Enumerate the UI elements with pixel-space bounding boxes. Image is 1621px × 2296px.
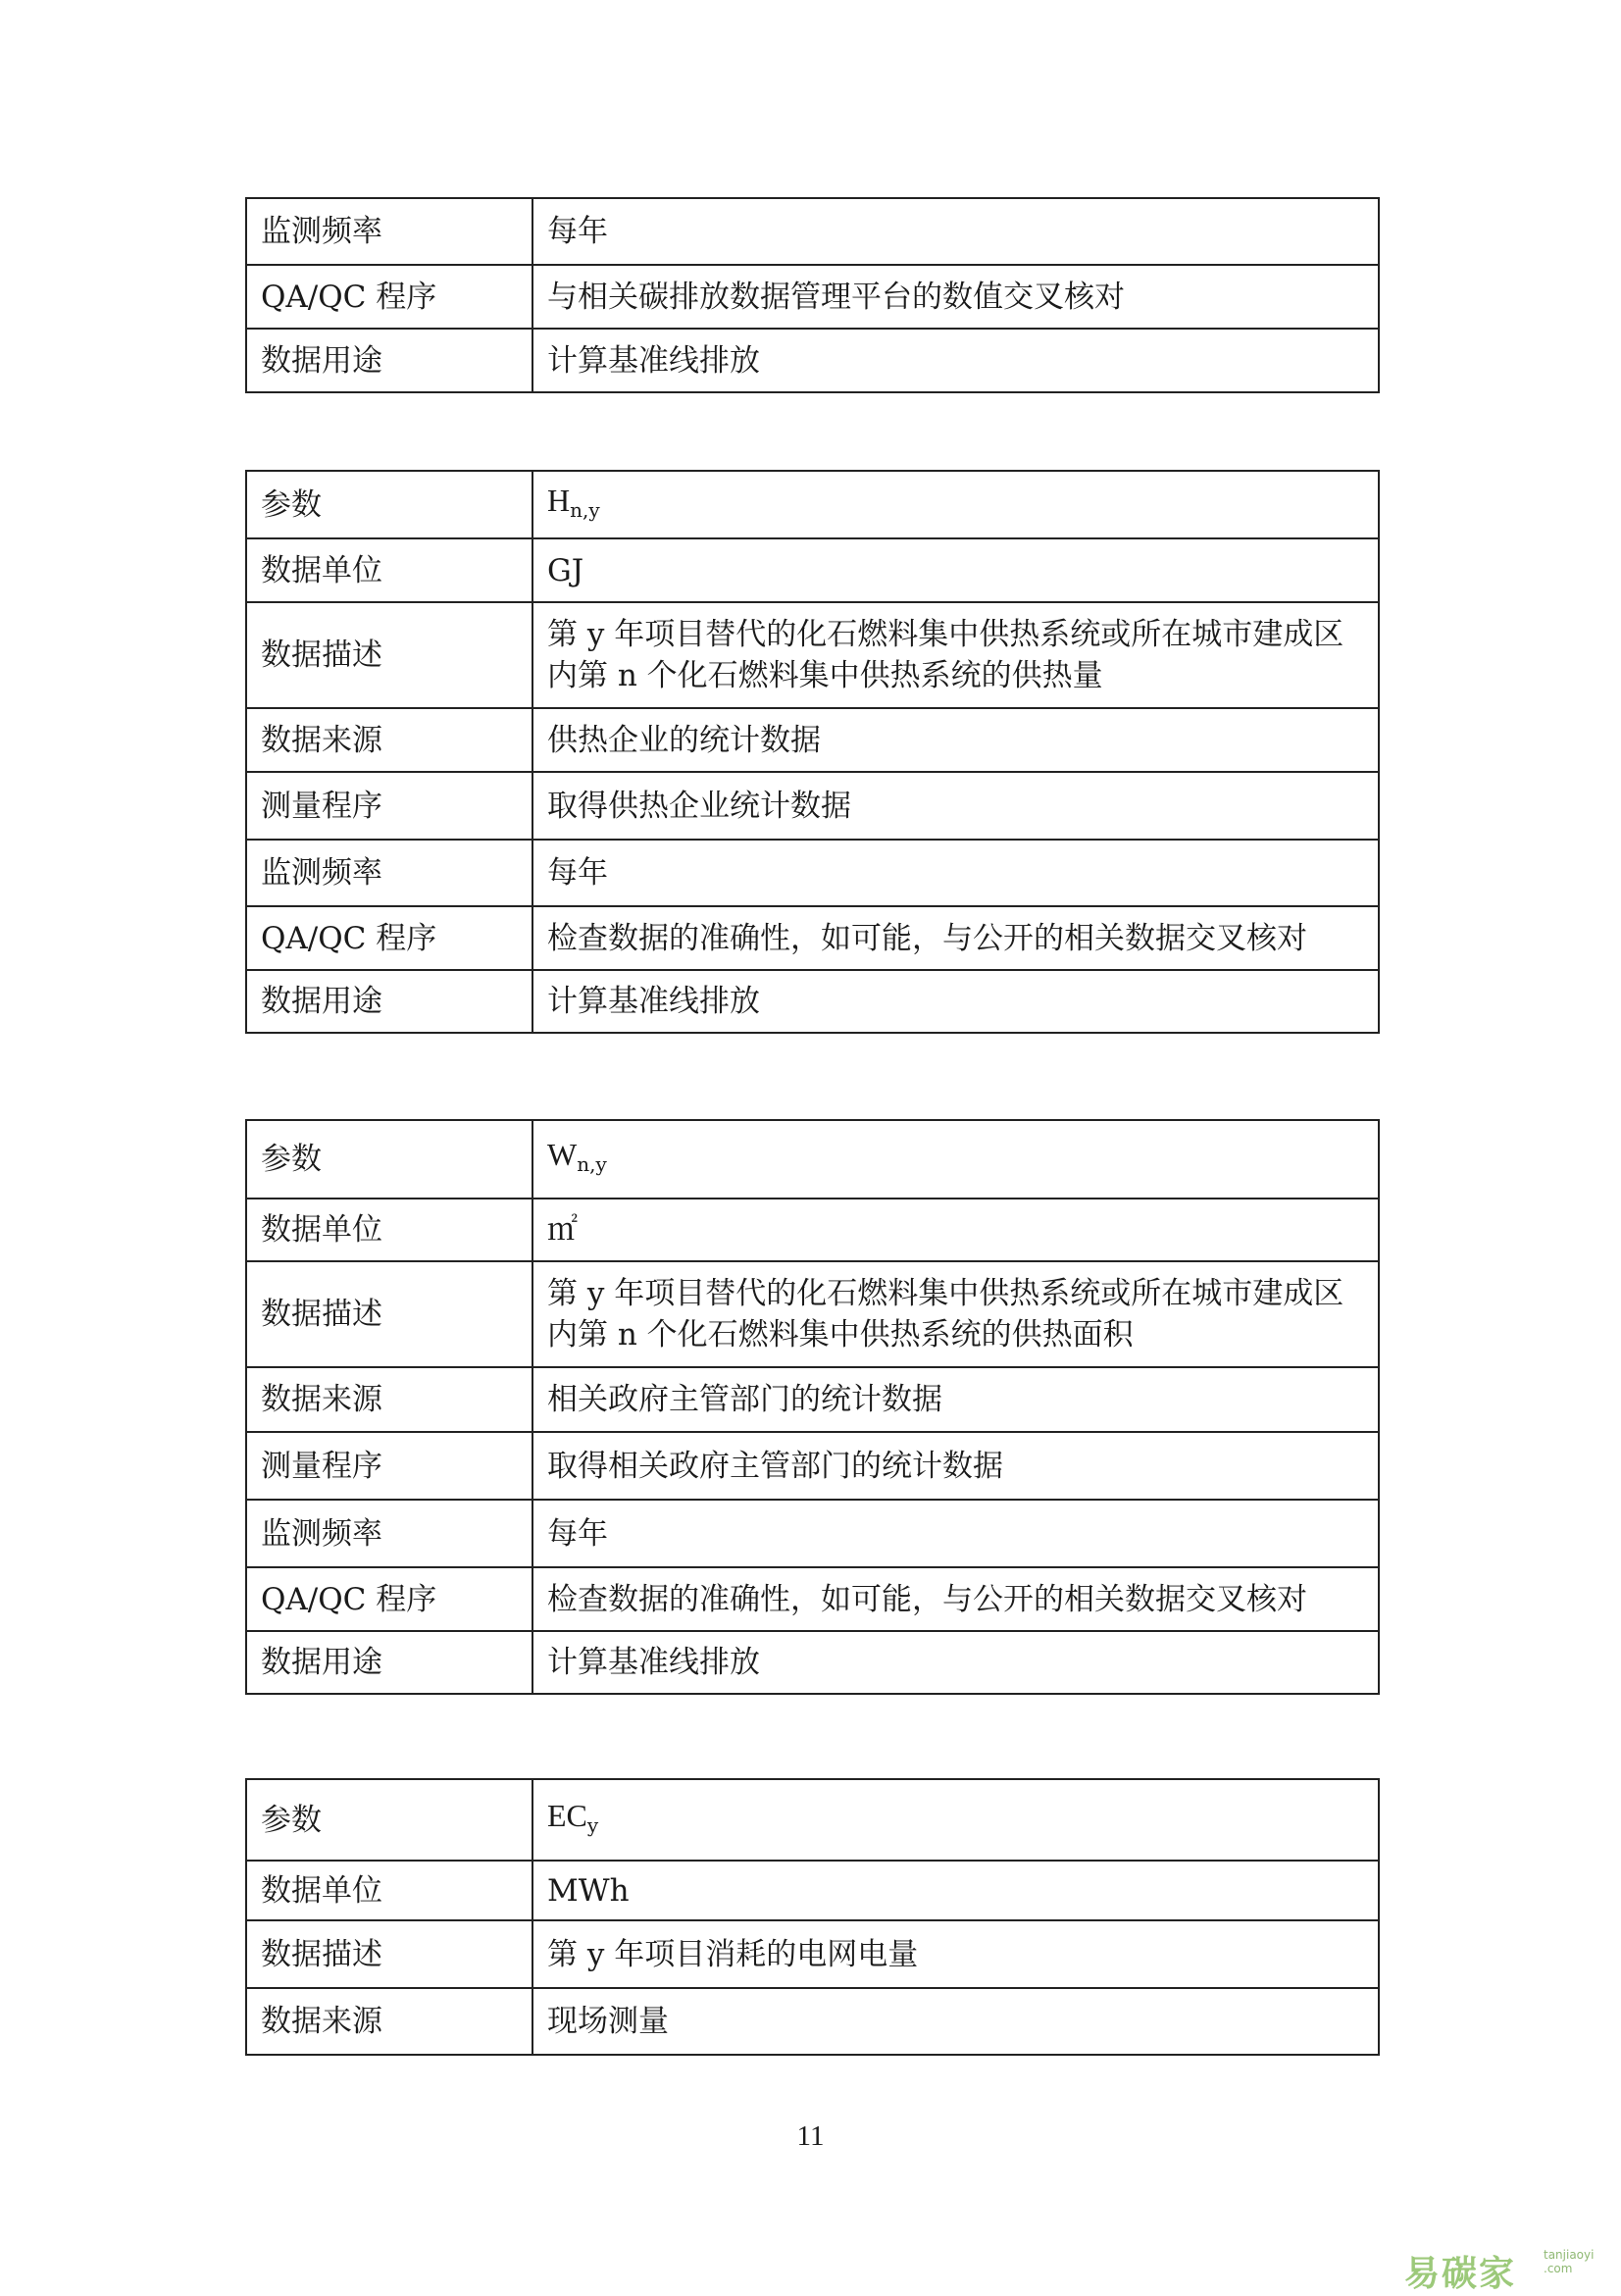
table-parameter-ec [245,1778,1380,2056]
table-row [246,198,1379,265]
param-label: 参数 [246,1779,532,1861]
param-symbol-main: H [547,482,571,518]
row-label: 监测频率 [246,198,532,265]
row-label: 数据单位 [246,1199,532,1261]
row-label: QA/QC 程序 [246,906,532,970]
row-label: 数据描述 [246,1261,532,1367]
table-row [246,1631,1379,1694]
param-symbol-subscript: n,y [577,1152,607,1176]
row-label: 测量程序 [246,772,532,840]
row-value: 与相关碳排放数据管理平台的数值交叉核对 [532,265,1379,329]
row-label: 数据来源 [246,708,532,772]
table-row [246,538,1379,602]
param-label: 参数 [246,1120,532,1199]
table-row [246,471,1379,538]
table-row [246,1120,1379,1199]
row-value: 第 y 年项目替代的化石燃料集中供热系统或所在城市建成区内第 n 个化石燃料集中供热系统的供热量 [532,602,1379,708]
row-value: 计算基准线排放 [532,1631,1379,1694]
row-label: 数据描述 [246,1920,532,1988]
row-value: 第 y 年项目消耗的电网电量 [532,1920,1379,1988]
param-symbol [532,1120,1379,1199]
table-row [246,906,1379,970]
table-row [246,708,1379,772]
row-label: 数据用途 [246,329,532,392]
row-value: 现场测量 [532,1988,1379,2055]
table-parameter-h [245,470,1380,1034]
param-symbol-main: W [547,1137,578,1172]
watermark-site: tanjiaoyi .com [1544,2248,1595,2275]
row-label: 监测频率 [246,1500,532,1567]
row-label: 数据来源 [246,1367,532,1432]
table-row [246,329,1379,392]
row-value: 第 y 年项目替代的化石燃料集中供热系统或所在城市建成区内第 n 个化石燃料集中供热系统的供热面积 [532,1261,1379,1367]
watermark-logo [1404,2246,1615,2294]
row-value: 每年 [532,1500,1379,1567]
table-row [246,772,1379,840]
row-value: 取得相关政府主管部门的统计数据 [532,1432,1379,1500]
table-row [246,1432,1379,1500]
table-row [246,1861,1379,1920]
row-value: 计算基准线排放 [532,329,1379,392]
table-row [246,970,1379,1033]
param-symbol-subscript: n,y [570,497,600,522]
row-value: MWh [532,1861,1379,1920]
page-number: 11 [796,2120,825,2152]
row-label: QA/QC 程序 [246,265,532,329]
table-row [246,1199,1379,1261]
row-label: 数据用途 [246,970,532,1033]
table-row [246,1261,1379,1367]
param-label: 参数 [246,471,532,538]
row-label: 数据单位 [246,538,532,602]
row-label: 数据用途 [246,1631,532,1694]
table-continuation [245,197,1380,393]
row-value: 取得供热企业统计数据 [532,772,1379,840]
row-value: 计算基准线排放 [532,970,1379,1033]
row-label: QA/QC 程序 [246,1567,532,1631]
row-value: 相关政府主管部门的统计数据 [532,1367,1379,1432]
row-label: 数据来源 [246,1988,532,2055]
row-value: 每年 [532,198,1379,265]
table-row [246,1567,1379,1631]
watermark-text: 易碳家 [1404,2254,1517,2294]
row-label: 数据单位 [246,1861,532,1920]
param-symbol [532,471,1379,538]
table-parameter-w [245,1119,1380,1695]
table-row [246,1367,1379,1432]
param-symbol-main: EC [547,1797,587,1833]
table-row [246,840,1379,906]
row-value: 检查数据的准确性，如可能，与公开的相关数据交叉核对 [532,1567,1379,1631]
row-label: 监测频率 [246,840,532,906]
table-row [246,265,1379,329]
row-label: 数据描述 [246,602,532,708]
param-symbol-subscript: y [586,1812,599,1837]
table-row [246,1500,1379,1567]
row-value: GJ [532,538,1379,602]
row-value: ㎡ [532,1199,1379,1261]
table-row [246,1779,1379,1861]
table-row [246,1988,1379,2055]
row-value: 供热企业的统计数据 [532,708,1379,772]
row-label: 测量程序 [246,1432,532,1500]
table-row [246,1920,1379,1988]
param-symbol [532,1779,1379,1861]
row-value: 每年 [532,840,1379,906]
table-row [246,602,1379,708]
row-value: 检查数据的准确性，如可能，与公开的相关数据交叉核对 [532,906,1379,970]
